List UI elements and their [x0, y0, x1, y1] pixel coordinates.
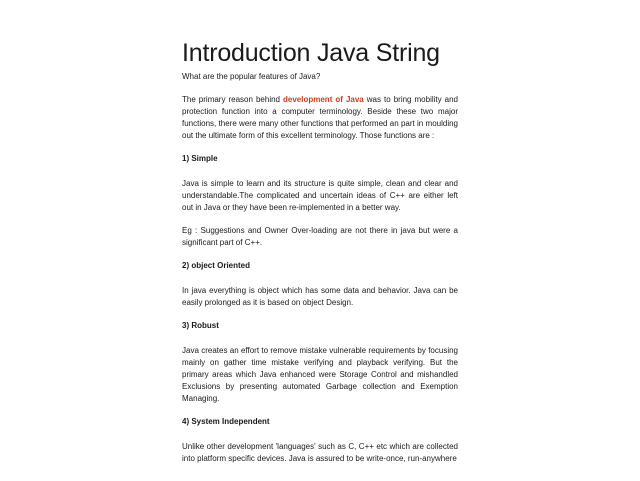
section-system-independent-paragraph: Unlike other development 'languages' such as C, C++ etc which are collected into platform specific devices. Java is assured to be write-once, run-anywhere — [182, 442, 458, 463]
section-simple-paragraph-1: Java is simple to learn and its structure is quite simple, clean and clear and understandable.The complicated and uncertain ideas of C++ are either left out in Java or they have been re-implemented in a better way. — [182, 179, 458, 212]
section-robust-paragraph: Java creates an effort to remove mistake vulnerable requirements by focusing mainly on gather time mistake verifying and playback verifying. But the primary areas which Java enhanced were Storage Control and mishandled Exclusions by presenting automated Garbage collection and Exemption Managing. — [182, 346, 458, 403]
section-heading-robust: 3) Robust — [182, 321, 219, 330]
document-page — [182, 38, 458, 476]
highlight-link[interactable]: development of Java — [283, 95, 364, 104]
section-heading-object-oriented: 2) object Oriented — [182, 261, 251, 270]
intro-paragraph — [182, 94, 458, 142]
section-heading-system-independent: 4) System Independent — [182, 417, 270, 426]
section-heading-simple: 1) Simple — [182, 154, 218, 163]
section-object-oriented-paragraph: In java everything is object which has some data and behavior. Java can be easily prolonged as it is based on object Design. — [182, 286, 458, 307]
subtitle: What are the popular features of Java? — [182, 72, 321, 81]
section-simple-paragraph-2: Eg : Suggestions and Owner Over-loading are not there in java but were a significant part of C++. — [182, 226, 458, 247]
intro-text-before: The primary reason behind — [182, 95, 284, 104]
intro-text-after: was to bring mobility and protection function into a computer terminology. Beside these two major functions, there were many other functions that performed an part in moulding out the ultimate form of this excellent terminology. Those functions are : — [182, 95, 458, 140]
page-title: Introduction Java String — [182, 39, 440, 67]
